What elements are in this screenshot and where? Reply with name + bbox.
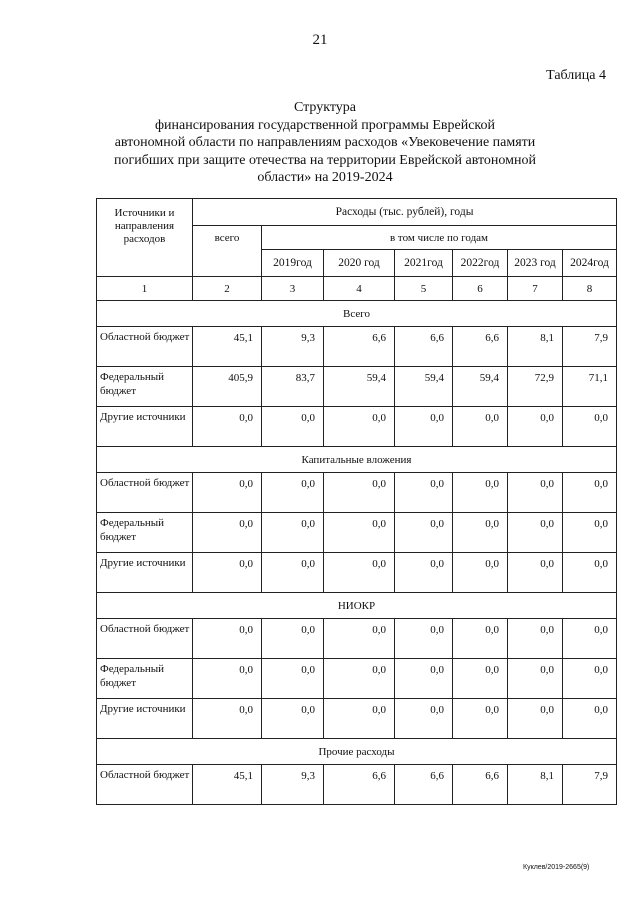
row-source: Федеральный бюджет — [97, 367, 193, 407]
value-cell: 9,3 — [262, 327, 324, 367]
value-cell: 72,9 — [508, 367, 563, 407]
value-cell: 0,0 — [262, 513, 324, 553]
value-cell: 0,0 — [395, 473, 453, 513]
row-source: Областной бюджет — [97, 473, 193, 513]
financing-table — [96, 198, 617, 805]
value-cell: 59,4 — [395, 367, 453, 407]
header-year: 2019год — [262, 250, 324, 277]
section-title: НИОКР — [97, 593, 617, 619]
value-cell: 0,0 — [453, 513, 508, 553]
header-year: 2023 год — [508, 250, 563, 277]
value-cell: 0,0 — [193, 699, 262, 739]
column-number: 2 — [193, 277, 262, 301]
value-cell: 6,6 — [324, 765, 395, 805]
value-cell: 7,9 — [563, 765, 617, 805]
section-title: Капитальные вложения — [97, 447, 617, 473]
value-cell: 0,0 — [262, 407, 324, 447]
column-number: 6 — [453, 277, 508, 301]
table-row — [97, 367, 617, 407]
value-cell: 6,6 — [453, 765, 508, 805]
value-cell: 0,0 — [453, 619, 508, 659]
table-row — [97, 659, 617, 699]
table-row — [97, 699, 617, 739]
page-number: 21 — [312, 32, 328, 48]
value-cell: 0,0 — [395, 513, 453, 553]
value-cell: 0,0 — [453, 553, 508, 593]
document-title — [95, 99, 555, 187]
value-cell: 0,0 — [453, 699, 508, 739]
value-cell: 0,0 — [508, 513, 563, 553]
column-number: 7 — [508, 277, 563, 301]
value-cell: 0,0 — [262, 619, 324, 659]
header-year: 2021год — [395, 250, 453, 277]
value-cell: 0,0 — [324, 619, 395, 659]
value-cell: 0,0 — [193, 659, 262, 699]
value-cell: 0,0 — [193, 473, 262, 513]
value-cell: 0,0 — [395, 619, 453, 659]
title-line: финансирования государственной программы Еврейской — [154, 117, 496, 133]
value-cell: 0,0 — [324, 553, 395, 593]
title-line: Структура — [293, 100, 357, 115]
value-cell: 7,9 — [563, 327, 617, 367]
title-line: погибших при защите отечества на территории Еврейской автономной — [114, 152, 536, 168]
title-line: области» на 2019-2024 — [257, 170, 393, 185]
value-cell: 0,0 — [508, 553, 563, 593]
header-total: всего — [193, 226, 262, 277]
value-cell: 71,1 — [563, 367, 617, 407]
header-source: Источники и направления расходов — [97, 199, 193, 277]
column-number: 3 — [262, 277, 324, 301]
value-cell: 8,1 — [508, 765, 563, 805]
value-cell: 0,0 — [193, 619, 262, 659]
value-cell: 0,0 — [453, 659, 508, 699]
row-source: Другие источники — [97, 553, 193, 593]
value-cell: 45,1 — [193, 765, 262, 805]
title-line: автономной области по направлениям расходов «Увековечение памяти — [114, 135, 536, 150]
row-source: Федеральный бюджет — [97, 513, 193, 553]
value-cell: 0,0 — [262, 553, 324, 593]
column-number: 5 — [395, 277, 453, 301]
value-cell: 45,1 — [193, 327, 262, 367]
table-row — [97, 327, 617, 367]
section-title: Прочие расходы — [97, 739, 617, 765]
value-cell: 6,6 — [453, 327, 508, 367]
value-cell: 0,0 — [563, 553, 617, 593]
row-source: Другие источники — [97, 699, 193, 739]
value-cell: 8,1 — [508, 327, 563, 367]
value-cell: 0,0 — [395, 699, 453, 739]
section-header-row — [97, 593, 617, 619]
table-row — [97, 619, 617, 659]
value-cell: 0,0 — [395, 659, 453, 699]
value-cell: 0,0 — [193, 513, 262, 553]
table-row — [97, 473, 617, 513]
value-cell: 6,6 — [395, 765, 453, 805]
value-cell: 0,0 — [453, 473, 508, 513]
column-number: 4 — [324, 277, 395, 301]
value-cell: 0,0 — [395, 407, 453, 447]
value-cell: 0,0 — [453, 407, 508, 447]
value-cell: 0,0 — [508, 699, 563, 739]
section-header-row — [97, 447, 617, 473]
value-cell: 0,0 — [508, 659, 563, 699]
column-number: 8 — [563, 277, 617, 301]
value-cell: 0,0 — [193, 407, 262, 447]
value-cell: 0,0 — [324, 699, 395, 739]
section-header-row — [97, 301, 617, 327]
value-cell: 0,0 — [563, 699, 617, 739]
value-cell: 0,0 — [508, 407, 563, 447]
value-cell: 59,4 — [324, 367, 395, 407]
table-row — [97, 553, 617, 593]
value-cell: 0,0 — [324, 513, 395, 553]
header-expenses: Расходы (тыс. рублей), годы — [193, 199, 617, 226]
value-cell: 0,0 — [563, 473, 617, 513]
value-cell: 0,0 — [262, 659, 324, 699]
value-cell: 0,0 — [262, 473, 324, 513]
value-cell: 0,0 — [563, 513, 617, 553]
row-source: Областной бюджет — [97, 765, 193, 805]
value-cell: 405,9 — [193, 367, 262, 407]
value-cell: 0,0 — [563, 407, 617, 447]
header-year: 2022год — [453, 250, 508, 277]
value-cell: 0,0 — [508, 619, 563, 659]
value-cell: 0,0 — [563, 659, 617, 699]
value-cell: 0,0 — [563, 619, 617, 659]
section-title: Всего — [97, 301, 617, 327]
value-cell: 0,0 — [508, 473, 563, 513]
column-number: 1 — [97, 277, 193, 301]
value-cell: 0,0 — [262, 699, 324, 739]
value-cell: 0,0 — [324, 473, 395, 513]
row-source: Федеральный бюджет — [97, 659, 193, 699]
table-row — [97, 513, 617, 553]
value-cell: 0,0 — [193, 553, 262, 593]
value-cell: 83,7 — [262, 367, 324, 407]
header-year: 2024год — [563, 250, 617, 277]
value-cell: 6,6 — [324, 327, 395, 367]
footer-code: Куклев/2019-2665(9) — [523, 864, 590, 871]
value-cell: 0,0 — [395, 553, 453, 593]
value-cell: 6,6 — [395, 327, 453, 367]
section-header-row — [97, 739, 617, 765]
table-row — [97, 765, 617, 805]
value-cell: 0,0 — [324, 659, 395, 699]
row-source: Областной бюджет — [97, 327, 193, 367]
value-cell: 59,4 — [453, 367, 508, 407]
table-label: Таблица 4 — [546, 68, 606, 83]
value-cell: 9,3 — [262, 765, 324, 805]
header-year: 2020 год — [324, 250, 395, 277]
row-source: Другие источники — [97, 407, 193, 447]
value-cell: 0,0 — [324, 407, 395, 447]
header-by-year: в том числе по годам — [262, 226, 617, 250]
row-source: Областной бюджет — [97, 619, 193, 659]
table-row — [97, 407, 617, 447]
